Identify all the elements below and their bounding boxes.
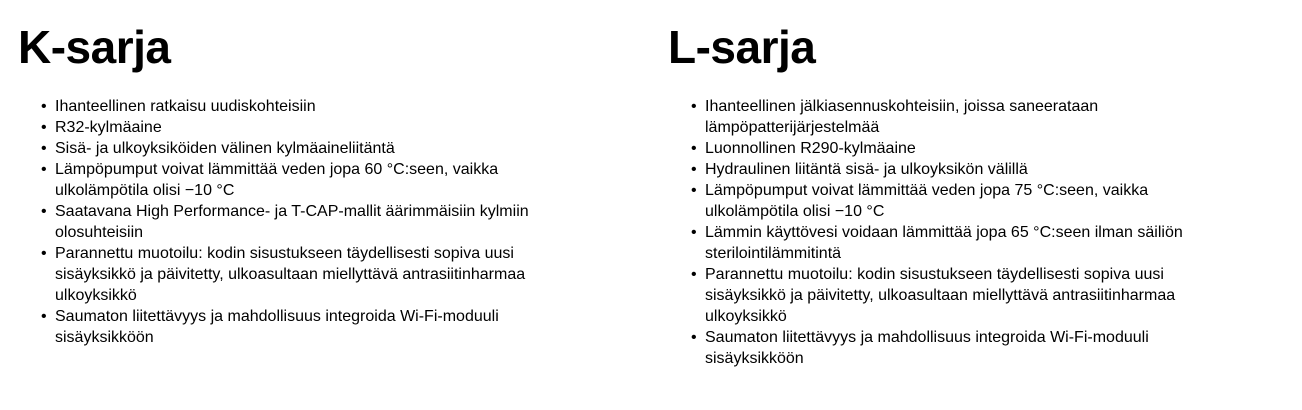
list-item: • Saumaton liitettävyys ja mahdollisuus integroida Wi-Fi-moduuli sisäyksikköön xyxy=(41,306,578,348)
page-title-k-sarja: K-sarja xyxy=(18,21,171,73)
page-title-l-sarja: L-sarja xyxy=(668,21,816,73)
list-item: • Lämpöpumput voivat lämmittää veden jopa 60 °C:seen, vaikka ulkolämpötila olisi −10 °C xyxy=(41,159,578,201)
list-item: • Lämmin käyttövesi voidaan lämmittää jopa 65 °C:seen ilman säiliön sterilointilämmitintä xyxy=(691,222,1238,264)
list-item: • Ihanteellinen jälkiasennuskohteisiin, joissa saneerataan lämpöpatterijärjestelmää xyxy=(691,96,1238,138)
list-item: • Parannettu muotoilu: kodin sisustukseen täydellisesti sopiva uusi sisäyksikkö ja päivitetty, ulkoasultaan miellyttävä antrasiitinharmaa ulkoyksikkö xyxy=(41,243,578,306)
list-item: • Hydraulinen liitäntä sisä- ja ulkoyksikön välillä xyxy=(691,159,1238,180)
list-item: • Lämpöpumput voivat lämmittää veden jopa 75 °C:seen, vaikka ulkolämpötila olisi −10 °C xyxy=(691,180,1238,222)
column-k-sarja xyxy=(0,0,650,348)
list-item: • R32-kylmäaine xyxy=(41,117,578,138)
list-item: • Parannettu muotoilu: kodin sisustukseen täydellisesti sopiva uusi sisäyksikkö ja päivitetty, ulkoasultaan miellyttävä antrasiitinharmaa ulkoyksikkö xyxy=(691,264,1238,327)
feature-list-l-sarja xyxy=(668,96,1238,369)
list-item: • Saumaton liitettävyys ja mahdollisuus integroida Wi-Fi-moduuli sisäyksikköön xyxy=(691,327,1238,369)
list-item: • Luonnollinen R290-kylmäaine xyxy=(691,138,1238,159)
list-item: • Saatavana High Performance- ja T-CAP-mallit äärimmäisiin kylmiin olosuhteisiin xyxy=(41,201,578,243)
column-l-sarja xyxy=(650,0,1302,369)
list-item: • Sisä- ja ulkoyksiköiden välinen kylmäaineliitäntä xyxy=(41,138,578,159)
list-item: • Ihanteellinen ratkaisu uudiskohteisiin xyxy=(41,96,578,117)
feature-list-k-sarja xyxy=(18,96,578,348)
